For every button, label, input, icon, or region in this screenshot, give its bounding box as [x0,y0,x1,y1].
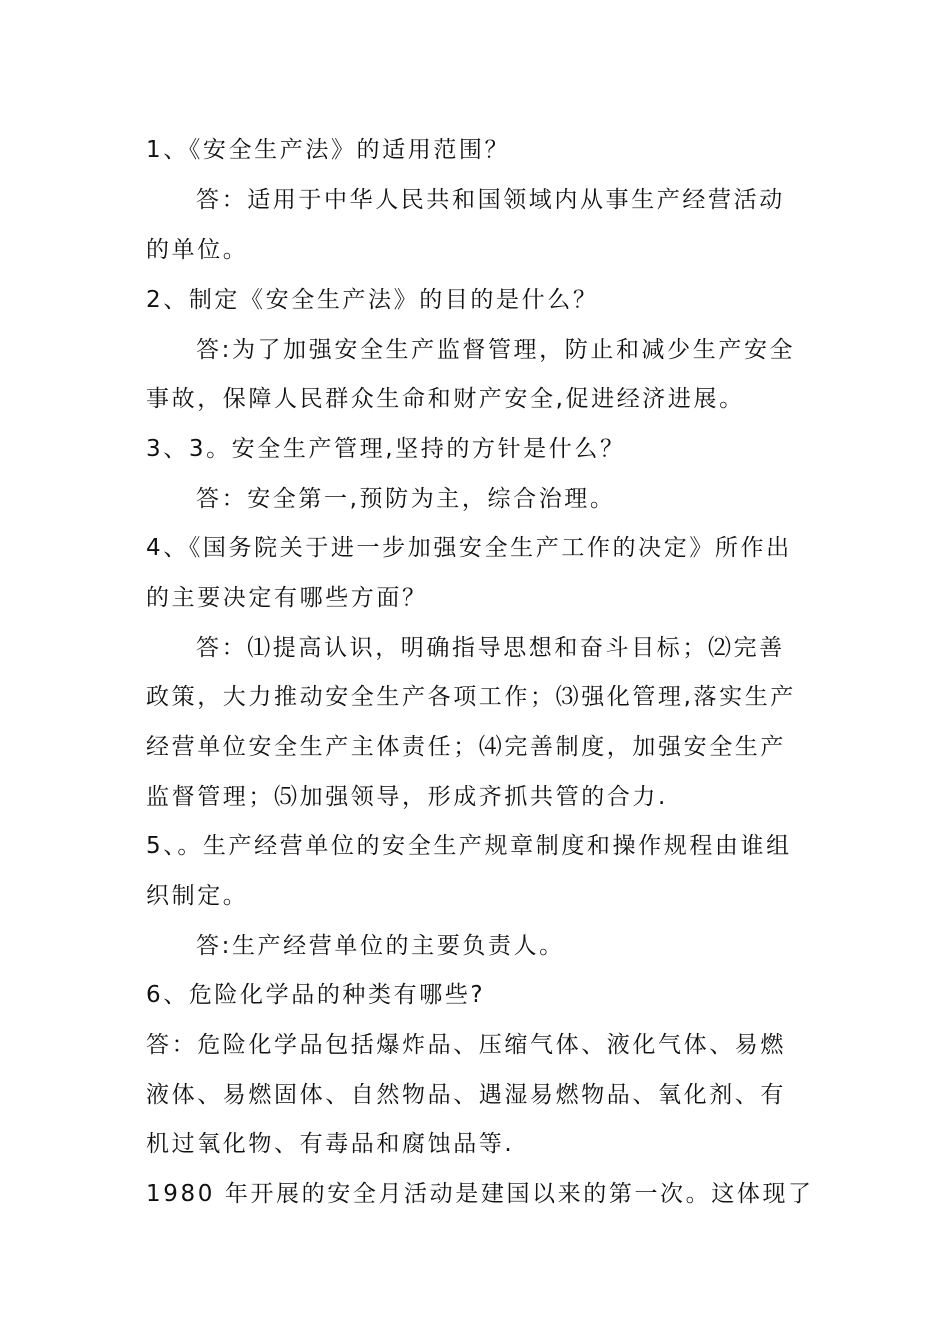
question-5-line-2: 织制定。 [146,883,249,909]
closing-paragraph-line-1: 1980 年开展的安全月活动是建国以来的第一次。这体现了 [146,1181,814,1207]
answer-4-line-3: 经营单位安全生产主体责任；⑷完善制度，加强安全生产 [146,734,786,760]
question-3: 3、3。安全生产管理,坚持的方针是什么？ [146,436,626,462]
answer-6-line-3: 机过氧化物、有毒品和腐蚀品等. [146,1131,515,1157]
answer-5: 答:生产经营单位的主要负责人。 [196,933,565,959]
question-1: 1、《安全生产法》的适用范围？ [146,137,511,163]
question-2: 2、制定《安全生产法》的目的是什么？ [146,287,599,313]
question-5-line-1: 5、。生产经营单位的安全生产规章制度和操作规程由谁组 [146,833,792,859]
question-4-line-1: 4、《国务院关于进一步加强安全生产工作的决定》所作出 [146,535,792,561]
answer-4-line-1: 答：⑴提高认识，明确指导思想和奋斗目标；⑵完善 [196,635,785,661]
question-6: 6、危险化学品的种类有哪些? [146,982,486,1008]
question-4-line-2: 的主要决定有哪些方面？ [146,585,428,611]
answer-1-line-1: 答：适用于中华人民共和国领域内从事生产经营活动 [196,187,785,213]
answer-6-line-2: 液体、易燃固体、自然物品、遇湿易燃物品、氧化剂、有 [146,1082,786,1108]
answer-2-line-1: 答:为了加强安全生产监督管理，防止和减少生产安全 [196,337,796,363]
answer-3: 答：安全第一,预防为主，综合治理。 [196,486,616,512]
answer-4-line-2: 政策，大力推动安全生产各项工作；⑶强化管理,落实生产 [146,684,796,710]
answer-6-line-1: 答：危险化学品包括爆炸品、压缩气体、液化气体、易燃 [146,1032,786,1058]
answer-4-line-4: 监督管理；⑸加强领导，形成齐抓共管的合力. [146,784,668,810]
answer-1-line-2: 的单位。 [146,237,249,263]
answer-2-line-2: 事故，保障人民群众生命和财产安全,促进经济进展。 [146,386,745,412]
